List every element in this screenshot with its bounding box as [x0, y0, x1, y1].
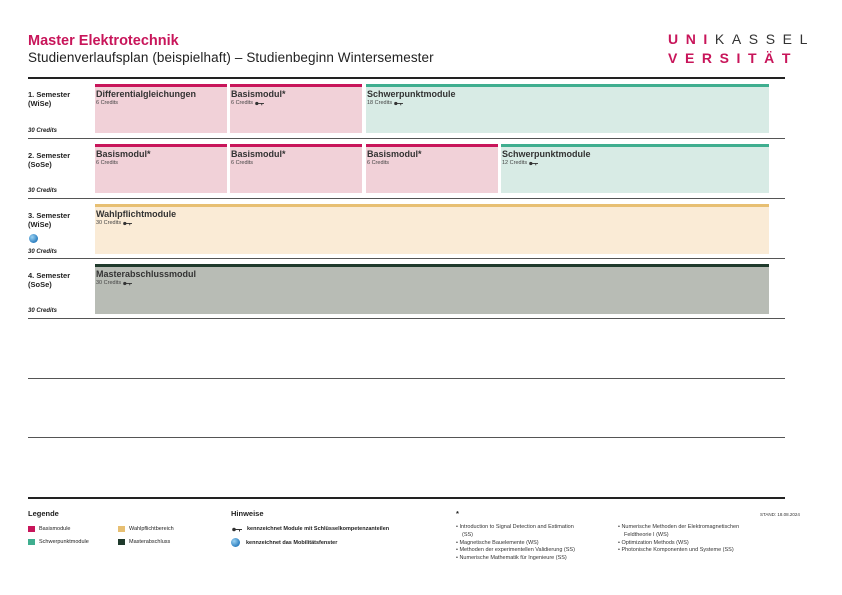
semester-divider [28, 198, 785, 199]
semester-1-label: 1. Semester (WiSe) [28, 90, 71, 108]
module-title: Basismodul* [96, 149, 151, 159]
module-title: Basismodul* [231, 89, 286, 99]
module-basismodul[interactable] [230, 144, 362, 193]
semester-3-credits: 30 Credits [28, 249, 58, 255]
module-credits: 30 Credits [96, 220, 132, 226]
semester-2-label: 2. Semester (SoSe) [28, 151, 71, 169]
module-title: Wahlpflichtmodule [96, 209, 177, 219]
module-title: Differentialgleichungen [96, 89, 197, 99]
page-title: Master Elektrotechnik [28, 33, 179, 49]
key-icon [123, 281, 132, 286]
module-basismodul[interactable] [95, 144, 227, 193]
module-credits: 6 Credits [231, 100, 264, 106]
legend-item-wahlpflicht: Wahlpflichtbereich [118, 526, 174, 532]
module-credits: 6 Credits [96, 100, 119, 106]
module-basismodul[interactable] [230, 84, 362, 133]
hints-heading: Hinweise [231, 509, 264, 518]
mobility-globe-icon [29, 234, 38, 243]
legend-item-schwerpunkt: Schwerpunktmodule [28, 539, 89, 545]
semester-divider [28, 318, 785, 319]
module-differentialgleichungen[interactable] [95, 84, 227, 133]
semester-4-credits: 30 Credits [28, 308, 58, 314]
stand-date: STAND: 18.08.2024 [760, 512, 800, 517]
key-icon [529, 161, 538, 166]
module-title: Schwerpunktmodule [367, 89, 456, 99]
footnote-heading: * [456, 509, 459, 518]
module-wahlpflichtmodule[interactable] [95, 204, 769, 254]
module-credits: 18 Credits [367, 100, 403, 106]
key-icon [394, 101, 403, 106]
empty-row-divider [28, 378, 785, 379]
footnote-list-2: • Numerische Methoden der Elektromagnetischen Feldtheorie I (WS) • Optimization Methods (WS) • Photonische Komponenten und Systeme (SS) [618, 524, 740, 554]
legend-item-masterabschluss: Masterabschluss [118, 539, 170, 545]
university-logo: UNIKASSEL VERSITÄT [668, 31, 815, 66]
module-credits: 12 Credits [502, 160, 538, 166]
legend-item-basismodule: Basismodule [28, 526, 71, 532]
footer-rule [28, 497, 785, 499]
page-subtitle: Studienverlaufsplan (beispielhaft) – Studienbeginn Wintersemester [28, 50, 434, 65]
globe-icon [231, 538, 240, 547]
module-schwerpunktmodule[interactable] [366, 84, 769, 133]
empty-row-divider [28, 437, 785, 438]
semester-2-credits: 30 Credits [28, 188, 58, 194]
module-schwerpunktmodule[interactable] [501, 144, 769, 193]
module-title: Basismodul* [231, 149, 286, 159]
semester-1-credits: 30 Credits [28, 128, 58, 134]
module-basismodul[interactable] [366, 144, 498, 193]
module-title: Schwerpunktmodule [502, 149, 591, 159]
module-credits: 6 Credits [367, 160, 390, 166]
legend-heading: Legende [28, 509, 59, 518]
module-title: Masterabschlussmodul [96, 269, 197, 279]
semester-3-label: 3. Semester (WiSe) [28, 211, 71, 229]
header-rule [28, 77, 785, 79]
semester-divider [28, 258, 785, 259]
module-masterabschlussmodul[interactable] [95, 264, 769, 314]
module-credits: 6 Credits [231, 160, 254, 166]
key-icon [123, 221, 132, 226]
semester-divider [28, 138, 785, 139]
key-icon [231, 527, 243, 532]
footnote-list-1: • Introduction to Signal Detection and Estimation (SS) • Magnetische Bauelemente (WS) • Methoden der experimentellen Validierung (SS) • Numerische Mathematik für Ingenieure (SS) [456, 524, 575, 562]
key-icon [255, 101, 264, 106]
module-title: Basismodul* [367, 149, 422, 159]
semester-4-label: 4. Semester (SoSe) [28, 271, 71, 289]
module-credits: 30 Credits [96, 280, 132, 286]
hint-key: kennzeichnet Module mit Schlüsselkompetenzanteilen [231, 526, 389, 532]
module-credits: 6 Credits [96, 160, 119, 166]
hint-globe: kennzeichnet das Mobilitätsfenster [231, 538, 337, 547]
